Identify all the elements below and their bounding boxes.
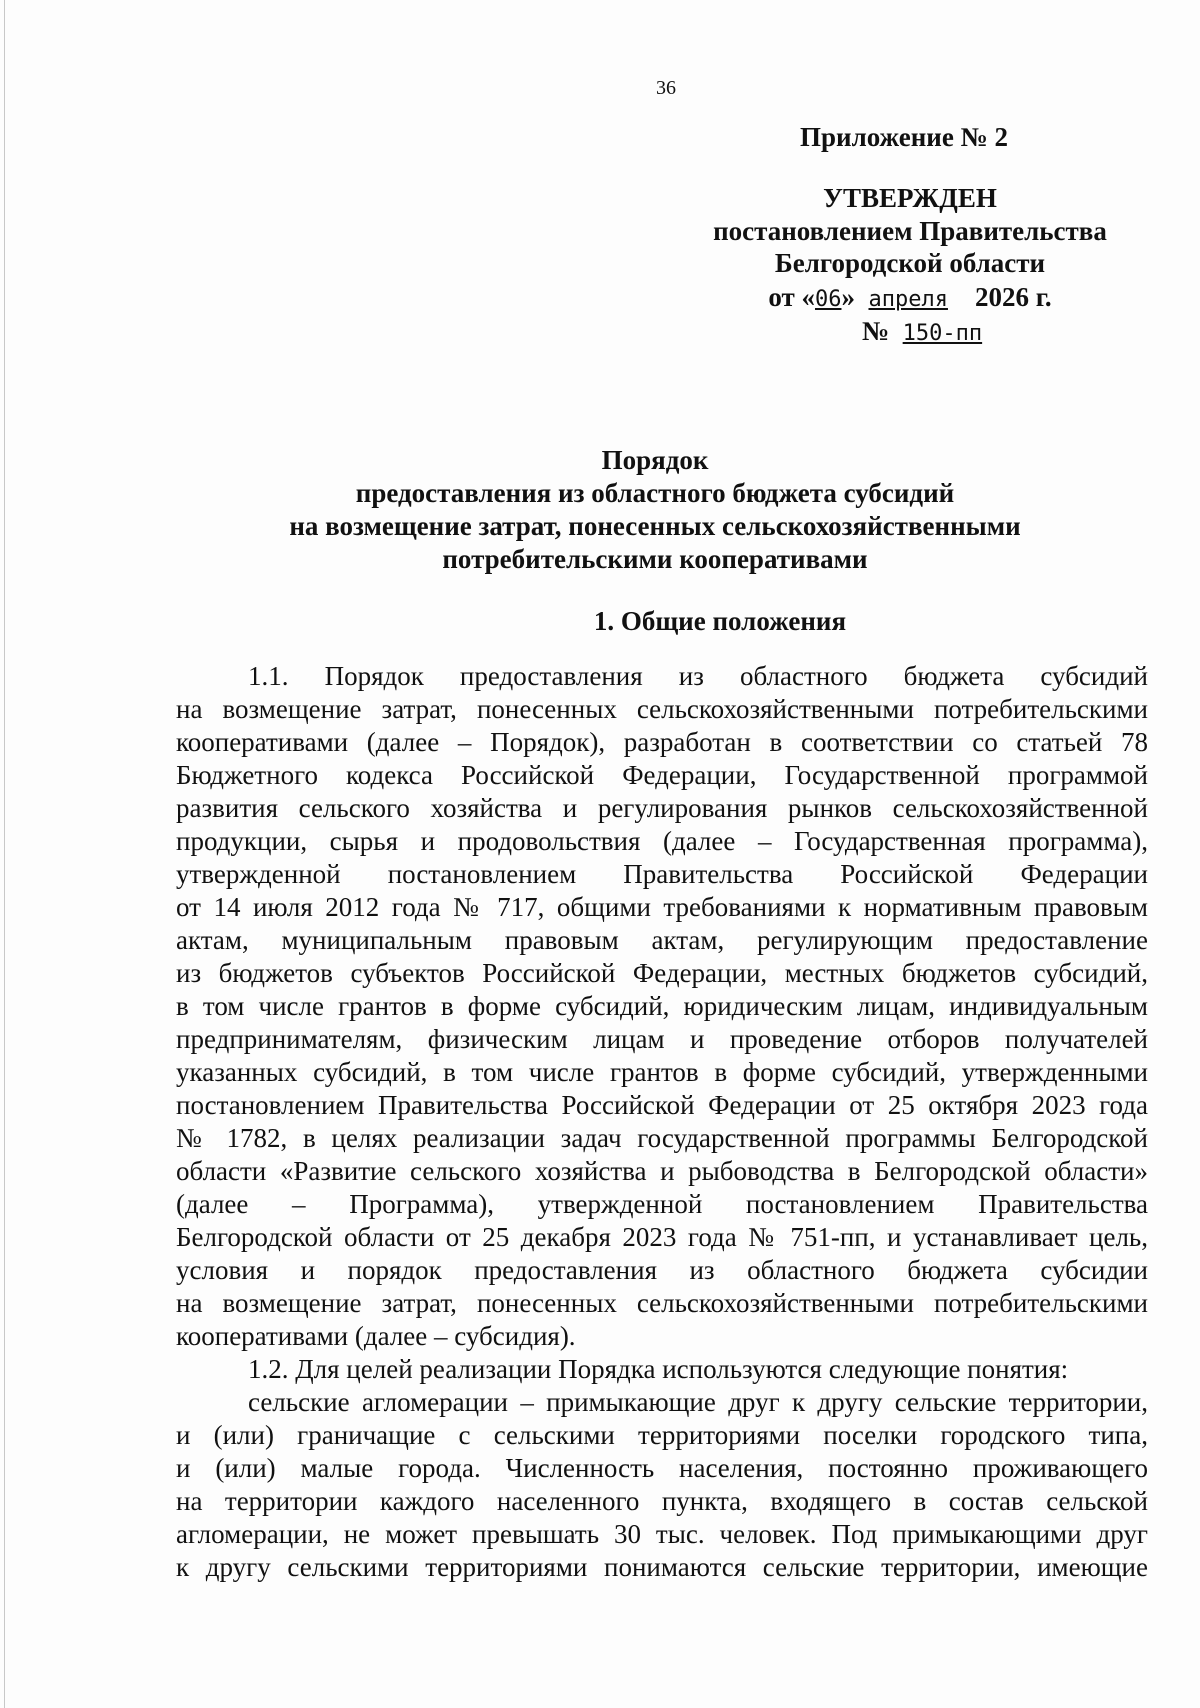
section-heading: 1. Общие положения	[593, 606, 847, 636]
body-line: утвержденной постановлением Правительства Российской Федерации	[176, 859, 1148, 889]
date-month: апреля	[868, 287, 948, 312]
body-line: продукции, сырья и продовольствия (далее – Государственная программа),	[176, 826, 1148, 856]
body-line: № 1782, в целях реализации задач государственной программы Белгородской	[176, 1123, 1148, 1153]
body-line: развития сельского хозяйства и регулирования рынков сельскохозяйственной	[176, 793, 1148, 823]
title-line-3: на возмещение затрат, понесенных сельскохозяйственными	[289, 511, 1021, 541]
date-prefix: от «	[768, 282, 815, 312]
title-line-4: потребительскими кооперативами	[442, 544, 868, 574]
date-mid: »	[841, 282, 855, 312]
scan-edge-line	[4, 0, 5, 1708]
appendix-label: Приложение № 2	[800, 122, 1008, 152]
body-line: от 14 июля 2012 года № 717, общими требованиями к нормативным правовым	[176, 892, 1148, 922]
body-line: из бюджетов субъектов Российской Федерации, местных бюджетов субсидий,	[176, 958, 1148, 988]
body-line: в том числе грантов в форме субсидий, юридическим лицам, индивидуальным	[176, 991, 1148, 1021]
approval-region: Белгородской области	[774, 248, 1046, 278]
decree-number: 150-пп	[902, 321, 983, 346]
body-line: указанных субсидий, в том числе грантов в форме субсидий, утвержденными	[176, 1057, 1148, 1087]
date-day: 06	[814, 287, 842, 312]
date-year: 2026 г.	[974, 282, 1052, 312]
approval-by-decree: постановлением Правительства	[713, 216, 1107, 246]
body-line: области «Развитие сельского хозяйства и рыбоводства в Белгородской области»	[176, 1156, 1148, 1186]
body-line: агломерации, не может превышать 30 тыс. человек. Под примыкающими друг	[176, 1519, 1148, 1549]
body-line: Белгородской области от 25 декабря 2023 года № 751-пп, и устанавливает цель,	[176, 1222, 1148, 1252]
approval-approved: УТВЕРЖДЕН	[823, 183, 997, 213]
body-line: и (или) малые города. Численность населения, постоянно проживающего	[176, 1453, 1148, 1483]
title-line-2: предоставления из областного бюджета субсидий	[355, 478, 955, 508]
body-line: постановлением Правительства Российской Федерации от 25 октября 2023 года	[176, 1090, 1148, 1120]
body-line: кооперативами (далее – Порядок), разработан в соответствии со статьей 78	[176, 727, 1148, 757]
body-line: 1.2. Для целей реализации Порядка используются следующие понятия:	[248, 1354, 1069, 1384]
title-line-1: Порядок	[601, 445, 709, 475]
body-line: 1.1. Порядок предоставления из областного бюджета субсидий	[248, 661, 1148, 691]
body-line: (далее – Программа), утвержденной постановлением Правительства	[176, 1189, 1148, 1219]
body-line: Бюджетного кодекса Российской Федерации, Государственной программой	[176, 760, 1148, 790]
body-line: и (или) граничащие с сельскими территориями поселки городского типа,	[176, 1420, 1148, 1450]
body-line: условия и порядок предоставления из областного бюджета субсидии	[176, 1255, 1148, 1285]
body-line: на возмещение затрат, понесенных сельскохозяйственными потребительскими	[176, 694, 1148, 724]
body-line: предпринимателям, физическим лицам и проведение отборов получателей	[176, 1024, 1148, 1054]
body-line: к другу сельскими территориями понимаются сельские территории, имеющие	[176, 1552, 1148, 1582]
approval-date-line	[690, 282, 1130, 313]
body-line: на территории каждого населенного пункта, входящего в состав сельской	[176, 1486, 1148, 1516]
page-number: 36	[656, 77, 676, 99]
body-line: на возмещение затрат, понесенных сельскохозяйственными потребительскими	[176, 1288, 1148, 1318]
body-line: сельские агломерации – примыкающие друг к другу сельские территории,	[248, 1387, 1148, 1417]
body-line: кооперативами (далее – субсидия).	[176, 1321, 576, 1351]
document-title	[170, 444, 1140, 576]
body-line: актам, муниципальным правовым актам, регулирующим предоставление	[176, 925, 1148, 955]
number-label: №	[862, 316, 890, 346]
approval-number-line	[862, 316, 982, 347]
